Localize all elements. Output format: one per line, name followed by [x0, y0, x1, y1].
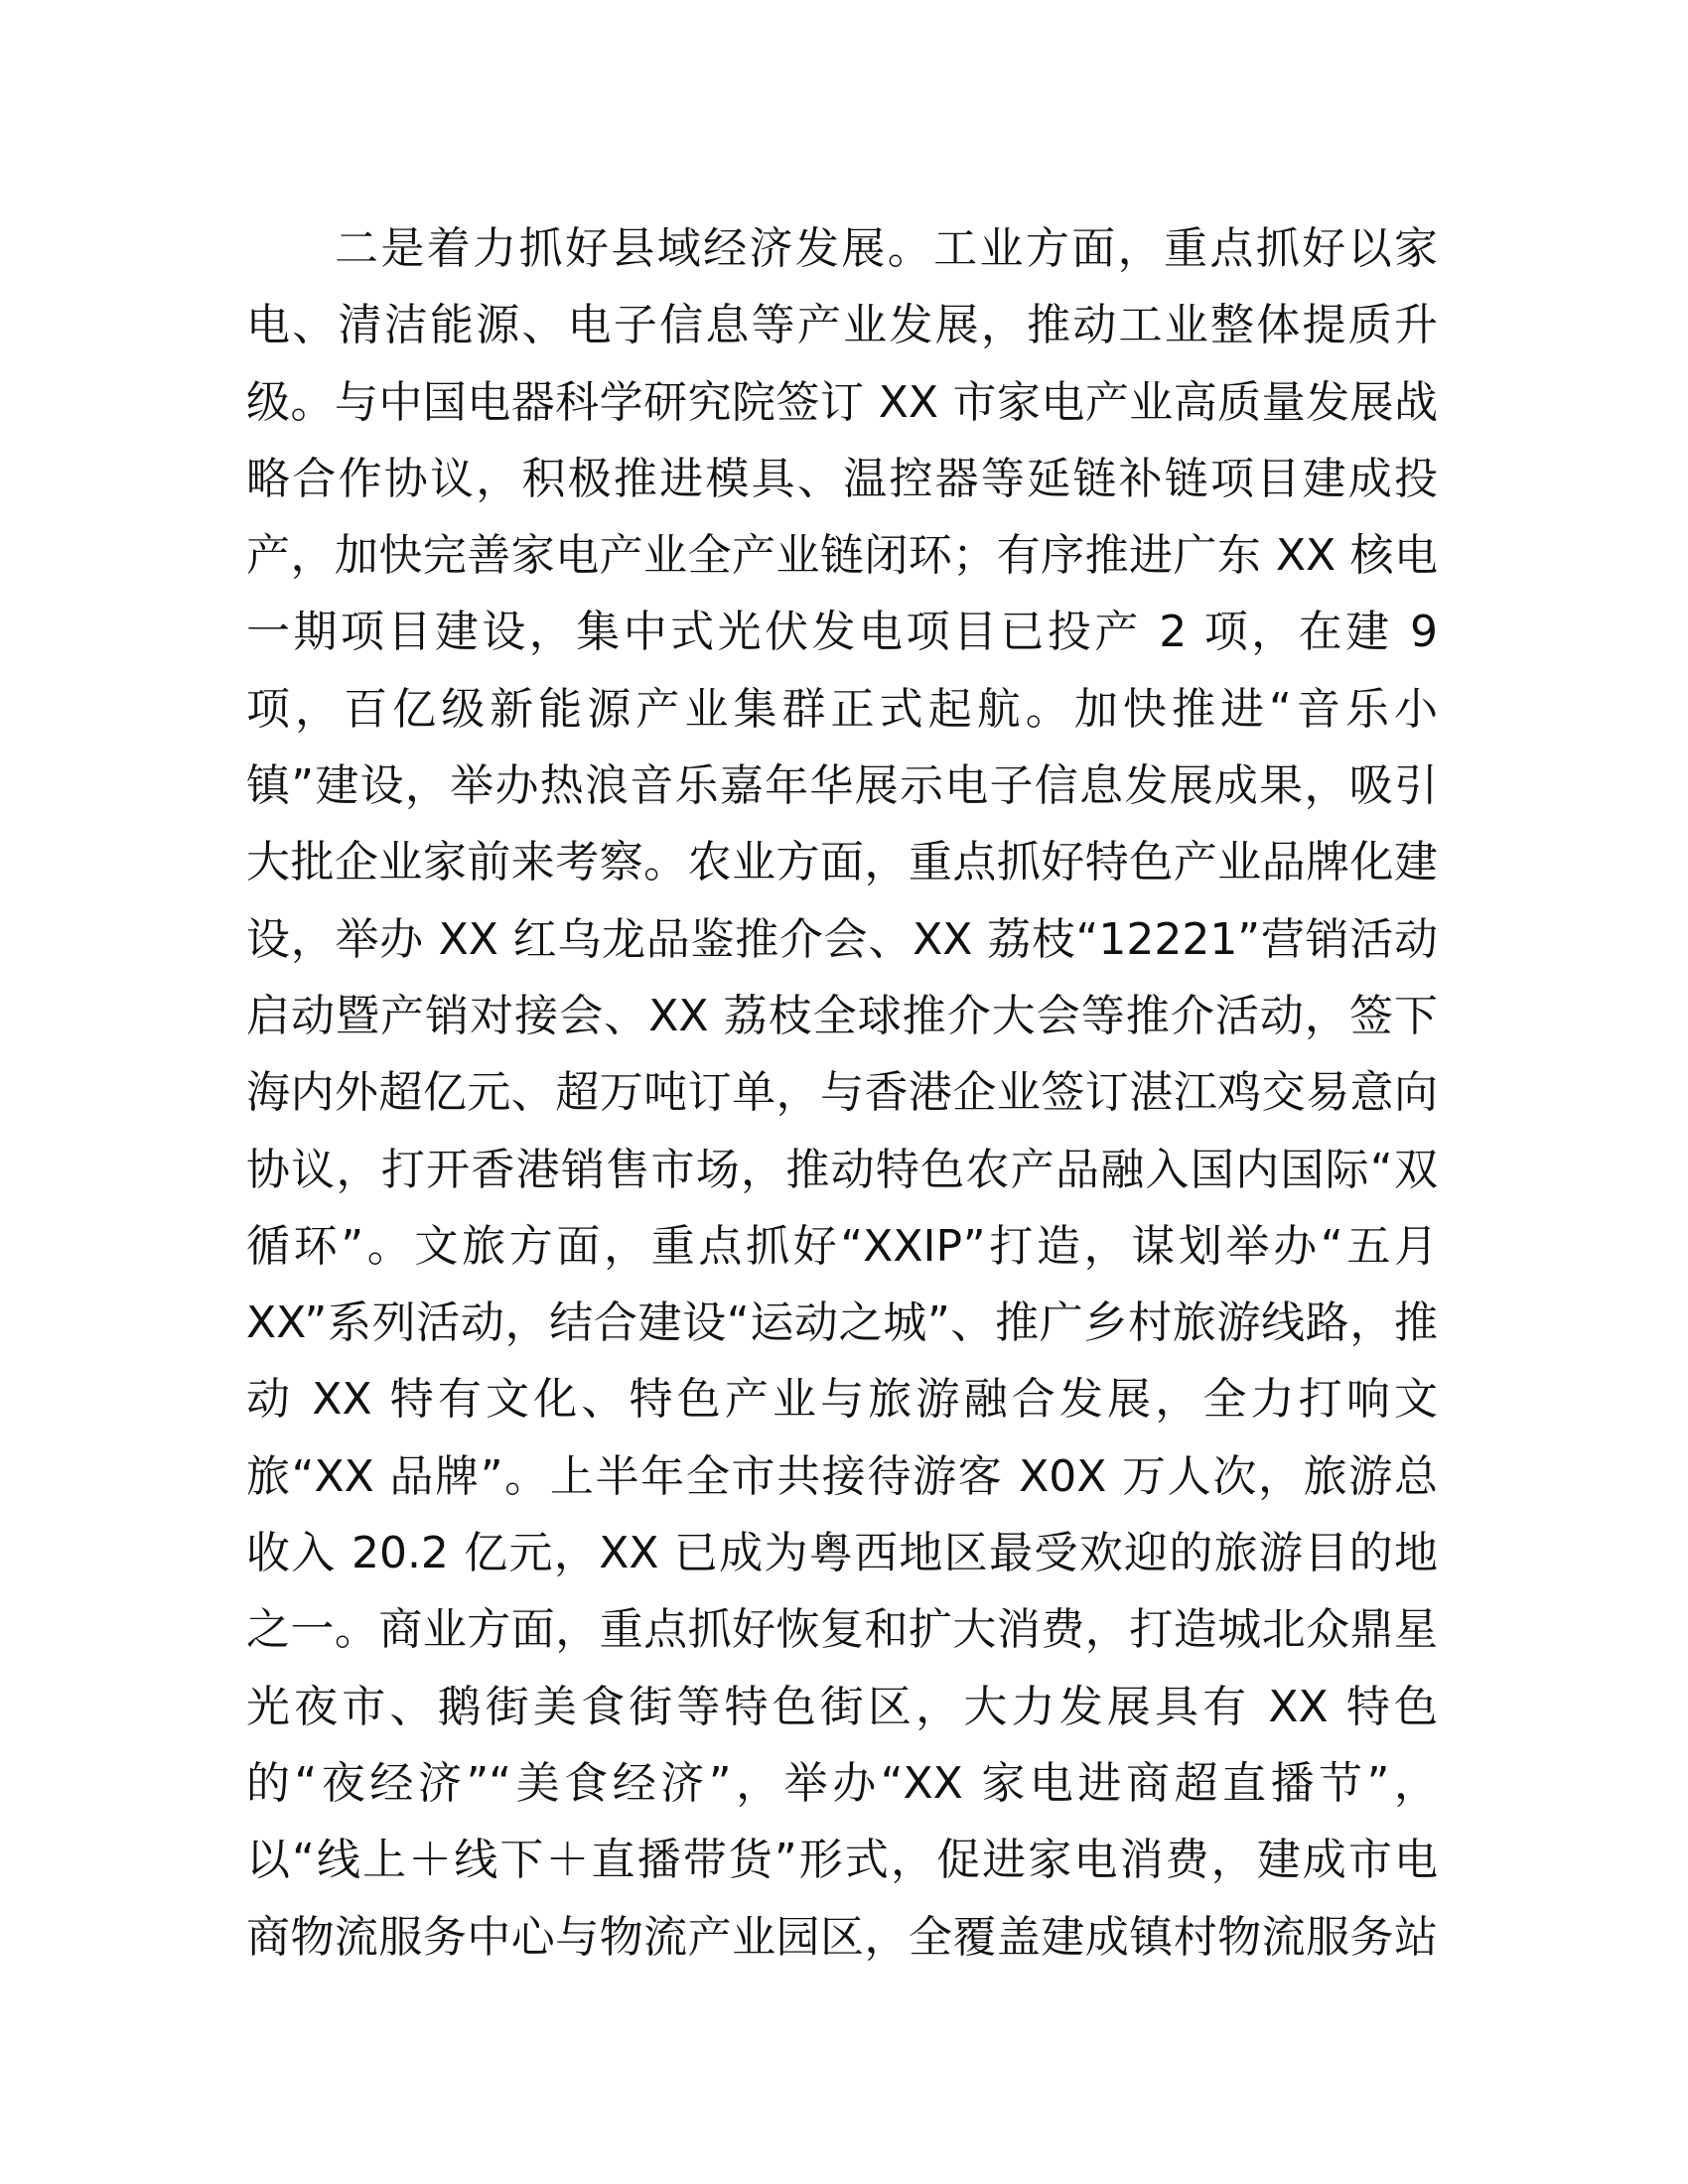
body-paragraph — [246, 210, 1438, 1976]
paragraph-line: 商物流服务中心与物流产业园区，全覆盖建成镇村物流服务站 — [246, 1911, 1438, 1963]
paragraph-line: 动 XX 特有文化、特色产业与旅游融合发展，全力打响文 — [246, 1374, 1438, 1426]
paragraph-line: 电、清洁能源、电子信息等产业发展，推动工业整体提质升 — [246, 300, 1438, 351]
paragraph-line: 海内外超亿元、超万吨订单，与香港企业签订湛江鸡交易意向 — [246, 1067, 1438, 1119]
paragraph-line: 循环”。文旅方面，重点抓好“XXIP”打造，谋划举办“五月 — [246, 1220, 1438, 1272]
paragraph-line: 大批企业家前来考察。农业方面，重点抓好特色产业品牌化建 — [246, 837, 1438, 888]
paragraph-line: 旅“XX 品牌”。上半年全市共接待游客 X0X 万人次，旅游总 — [246, 1450, 1438, 1502]
paragraph-line: XX”系列活动，结合建设“运动之城”、推广乡村旅游线路，推 — [246, 1297, 1438, 1349]
paragraph-line: 之一。商业方面，重点抓好恢复和扩大消费，打造城北众鼎星 — [246, 1604, 1438, 1656]
paragraph-line: 镇”建设，举办热浪音乐嘉年华展示电子信息发展成果，吸引 — [246, 760, 1438, 812]
paragraph-line: 略合作协议，积极推进模具、温控器等延链补链项目建成投 — [246, 453, 1438, 504]
paragraph-line: 级。与中国电器科学研究院签订 XX 市家电产业高质量发展战 — [246, 376, 1438, 428]
paragraph-line: 协议，打开香港销售市场，推动特色农产品融入国内国际“双 — [246, 1144, 1438, 1195]
paragraph-line: 的“夜经济”“美食经济”，举办“XX 家电进商超直播节”， — [246, 1757, 1438, 1809]
paragraph-line: 产，加快完善家电产业全产业链闭环；有序推进广东 XX 核电 — [246, 530, 1438, 582]
paragraph-line: 项，百亿级新能源产业集群正式起航。加快推进“音乐小 — [246, 683, 1438, 735]
paragraph-line: 设，举办 XX 红乌龙品鉴推介会、XX 荔枝“12221”营销活动 — [246, 913, 1438, 965]
paragraph-line: 光夜市、鹅街美食街等特色街区，大力发展具有 XX 特色 — [246, 1681, 1438, 1732]
paragraph-line: 启动暨产销对接会、XX 荔枝全球推介大会等推介活动，签下 — [246, 990, 1438, 1041]
paragraph-line: 一期项目建设，集中式光伏发电项目已投产 2 项，在建 9 — [246, 607, 1438, 658]
paragraph-line: 二是着力抓好县域经济发展。工业方面，重点抓好以家 — [335, 223, 1438, 274]
paragraph-line: 收入 20.2 亿元，XX 已成为粤西地区最受欢迎的旅游目的地 — [246, 1528, 1438, 1579]
paragraph-line: 以“线上＋线下＋直播带货”形式，促进家电消费，建成市电 — [246, 1835, 1438, 1886]
